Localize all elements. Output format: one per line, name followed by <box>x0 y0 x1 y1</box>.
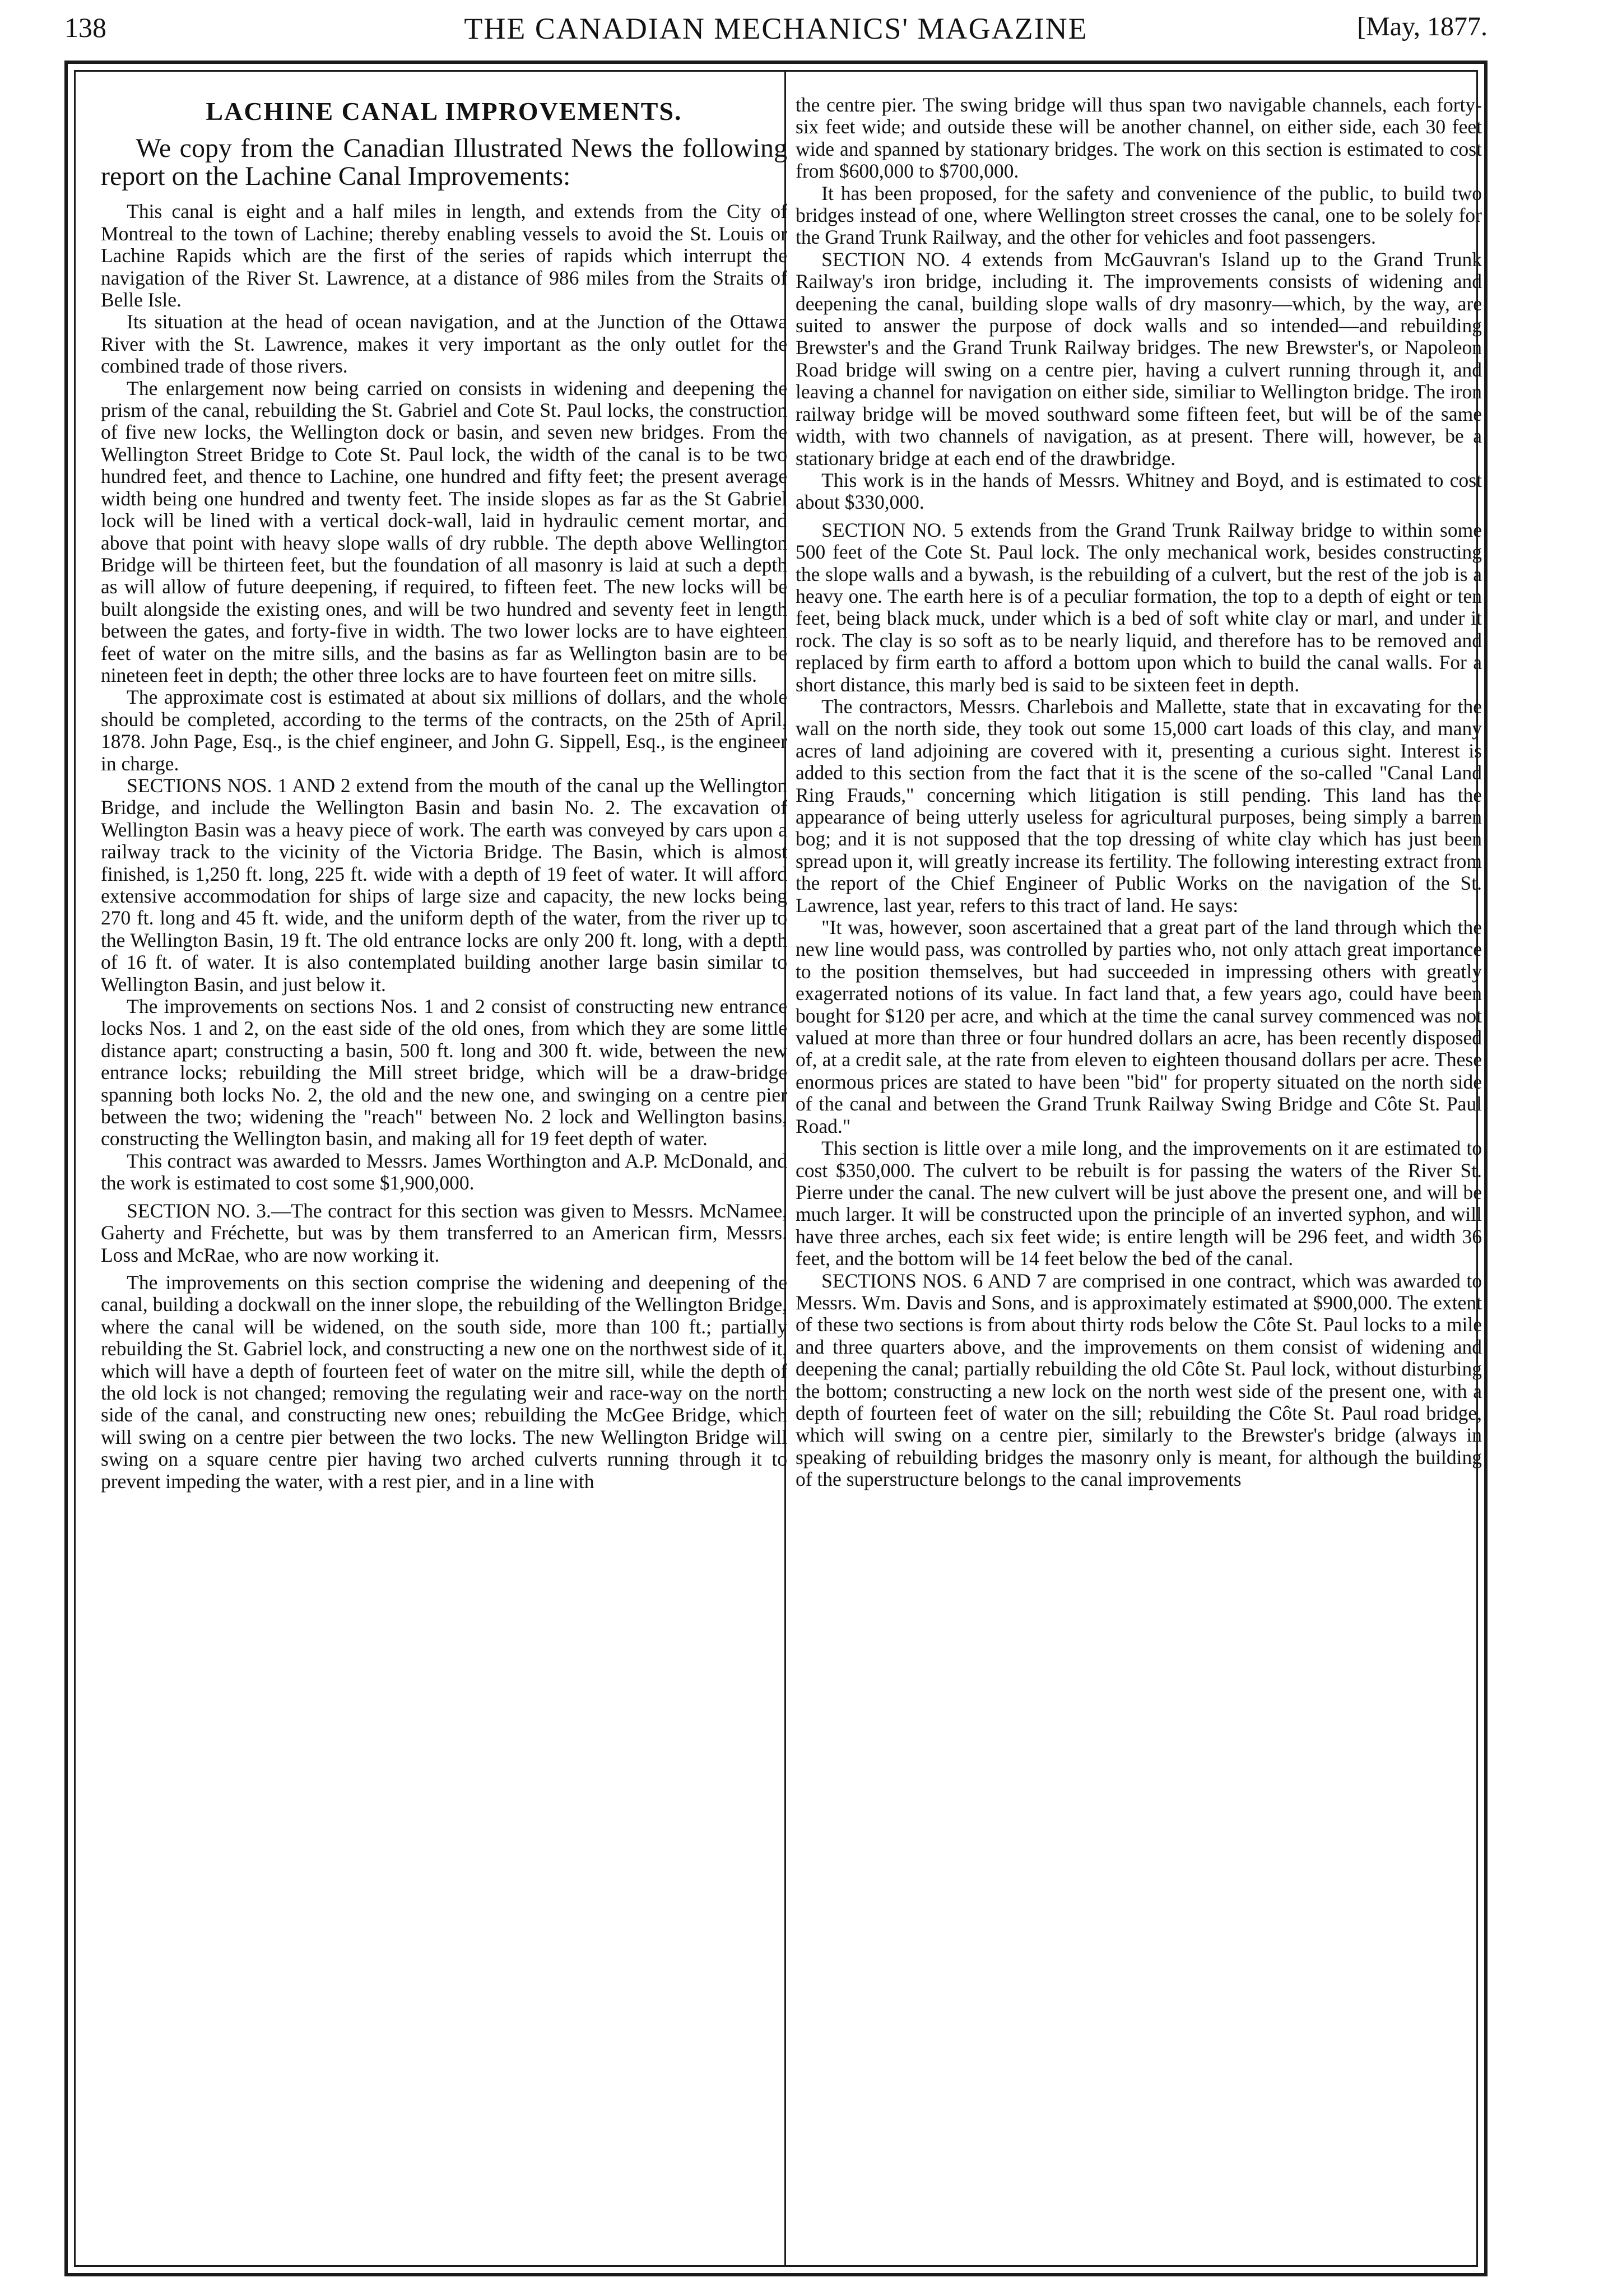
paragraph: The contractors, Messrs. Charlebois and Mallette, state that in excavating for the wall on the north side, they took out some 15,000 cart loads of this clay, and many acres of land adjoining are covered with it, presenting a curious sight. Interest is added to this section from the fact that it is the scene of the so-called "Canal Land Ring Frauds," concerning which litigation is still pending. This land has the appearance of being utterly useless for agricultural purposes, being simply a barren bog; and it is not supposed that the top dressing of white clay which has just been spread upon it, will greatly increase its fertility. The following interesting extract from the report of the Chief Engineer of Public Works on the navigation of the St. Lawrence, last year, refers to this tract of land. He says: <box>796 695 1482 917</box>
paragraph: This work is in the hands of Messrs. Whitney and Boyd, and is estimated to cost about $330,000. <box>796 468 1482 514</box>
paragraph: SECTION NO. 3.—The contract for this section was given to Messrs. McNamee, Gaherty and Fréchette, but was by them transferred to an American firm, Messrs. Loss and McRae, who are now working it. <box>101 1199 787 1266</box>
article-lead: We copy from the Canadian Illustrated News the following report on the Lachine Canal Improvements: <box>101 133 787 192</box>
article-title: LACHINE CANAL IMPROVEMENTS. <box>206 97 682 126</box>
paragraph: This contract was awarded to Messrs. James Worthington and A.P. McDonald, and the work is estimated to cost some $1,900,000. <box>101 1149 787 1195</box>
paragraph: The approximate cost is estimated at about six millions of dollars, and the whole should be completed, according to the terms of the contracts, on the 25th of April, 1878. John Page, Esq., is the chief engineer, and John G. Sippell, Esq., is the engineer in charge. <box>101 686 787 775</box>
paragraph: The improvements on sections Nos. 1 and 2 consist of constructing new entrance locks Nos. 1 and 2, on the east side of the old ones, from which they are some little distance apart; constructing a basin, 500 ft. long and 300 ft. wide, between the new entrance locks; rebuilding the Mill street bridge, which will be a draw-bridge spanning both locks No. 2, the old and the new one, and swinging on a centre pier between the two; widening the "reach" between No. 2 lock and Wellington basins, constructing the Wellington basin, and making all for 19 feet depth of water. <box>101 995 787 1150</box>
paragraph: SECTION NO. 4 extends from McGauvran's Island up to the Grand Trunk Railway's iron bridge, including it. The improvements consists of widening and deepening the canal, building slope walls of dry masonry—which, by the way, are suited to answer the purpose of dock walls and so intended—and rebuilding Brewster's and the Grand Trunk Railway bridges. The new Brewster's, or Napoleon Road bridge will swing on a centre pier, having a culvert running through it, and leaving a channel for navigation on either side, similiar to Wellington bridge. The iron railway bridge will be moved southward some fifteen feet, but will be of the same width, with two channels of navigation, as at present. There will, however, be a stationary bridge at each end of the drawbridge. <box>796 248 1482 470</box>
page-header <box>64 11 1488 50</box>
paragraph: Its situation at the head of ocean navigation, and at the Junction of the Ottawa River with the St. Lawrence, makes it very important as the only outlet for the combined trade of those rivers. <box>101 310 787 378</box>
quotation: "It was, however, soon ascertained that a great part of the land through which the new line would pass, was controlled by parties who, not only attach great importance to the position themselves, but had succeeded in impressing others with greatly exagerrated notions of its value. In fact land that, a few years ago, could have been bought for $120 per acre, and which at the time the canal survey commenced was not valued at more than three or four hundred dollars an acre, has been recently disposed of, at a credit sale, at the rate from eleven to eighteen thousand dollars per acre. These enormous prices are stated to have been "bid" for property situated on the north side of the canal and between the Grand Trunk Railway Swing Bridge and Côte St. Paul Road." <box>796 916 1482 1137</box>
paragraph: The enlargement now being carried on consists in widening and deepening the prism of the canal, rebuilding the St. Gabriel and Cote St. Paul locks, the construction of five new locks, the Wellington dock or basin, and seven new bridges. From the Wellington Street Bridge to Cote St. Paul lock, the width of the canal is to be two hundred feet, and thence to Lachine, one hundred and fifty feet; the present average width being one hundred and twenty feet. The inside slopes as far as the St Gabriel lock will be lined with a vertical dock-wall, laid in hydraulic cement mortar, and above that point with heavy slope walls of dry rubble. The depth above Wellington Bridge will be thirteen feet, but the foundation of all masonry is laid at such a depth as will allow of future deepening, if required, to fifteen feet. The new locks will be built alongside the existing ones, and will be two hundred and seventy feet in length between the gates, and forty-five in width. The two lower locks are to have eighteen feet of water on the mitre sills, and the basins as far as Wellington basin are to be nineteen feet in depth; the other three locks are to have fourteen feet on mitre sills. <box>101 377 787 686</box>
paragraph: SECTION NO. 5 extends from the Grand Trunk Railway bridge to within some 500 feet of the Cote St. Paul lock. The only mechanical work, besides constructing the slope walls and a bywash, is the rebuilding of a culvert, but the rest of the job is a heavy one. The earth here is of a peculiar formation, the top to a depth of eight or ten feet, being black muck, under which is a bed of soft white clay or marl, and under it rock. The clay is so soft as to be nearly liquid, and therefore has to be removed and replaced by firm earth to afford a bottom upon which to build the canal walls. For a short distance, this marly bed is said to be sixteen feet in depth. <box>796 518 1482 696</box>
paragraph: It has been proposed, for the safety and convenience of the public, to build two bridges instead of one, where Wellington street crosses the canal, one to be solely for the Grand Trunk Railway, and the other for vehicles and foot passengers. <box>796 182 1482 249</box>
paragraph: the centre pier. The swing bridge will thus span two navigable channels, each forty-six feet wide; and outside these will be another channel, on either side, each 30 feet wide and spanned by stationary bridges. The work on this section is estimated to cost from $600,000 to $700,000. <box>796 94 1482 183</box>
page-number: 138 <box>64 12 106 43</box>
magazine-title: THE CANADIAN MECHANICS' MAGAZINE <box>464 12 1088 45</box>
left-column <box>101 92 787 1493</box>
paragraph: SECTIONS NOS. 6 AND 7 are comprised in one contract, which was awarded to Messrs. Wm. Davis and Sons, and is approximately estimated at $900,000. The extent of these two sections is from about thirty rods below the Côte St. Paul locks to a mile and three quarters above, and the improvements on them consist of widening and deepening the canal; partially rebuilding the old Côte St. Paul lock, without disturbing the bottom; constructing a new lock on the north west side of the present one, with a depth of fourteen feet of water on the sill; rebuilding the Côte St. Paul road bridge, which will swing on a centre pier, similarly to the Brewster's bridge (always in speaking of rebuilding bridges the masonry only is meant, for although the building of the superstructure belongs to the canal improvements <box>796 1269 1482 1491</box>
paragraph: SECTIONS NOS. 1 AND 2 extend from the mouth of the canal up the Wellington Bridge, and include the Wellington Basin and basin No. 2. The excavation of Wellington Basin was a heavy piece of work. The earth was conveyed by cars upon a railway track to the vicinity of the Victoria Bridge. The Basin, which is almost finished, is 1,250 ft. long, 225 ft. wide with a depth of 19 feet of water. It will afford extensive accommodation for ships of large size and capacity, the new locks being 270 ft. long and 45 ft. wide, and the uniform depth of the water, from the river up to the Wellington Basin, 19 ft. The old entrance locks are only 200 ft. long, with a depth of 16 ft. of water. It is also contemplated building another large basin similar to Wellington Basin, and just below it. <box>101 774 787 996</box>
issue-date: [May, 1877. <box>1357 12 1488 41</box>
right-column <box>796 94 1482 1491</box>
paragraph: This canal is eight and a half miles in length, and extends from the City of Montreal to the town of Lachine; thereby enabling vessels to avoid the St. Louis or Lachine Rapids which are the first of the series of rapids which interrupt the navigation of the River St. Lawrence, at a distance of 986 miles from the Straits of Belle Isle. <box>101 200 787 312</box>
paragraph: The improvements on this section comprise the widening and deepening of the canal, building a dockwall on the inner slope, the rebuilding of the Wellington Bridge, where the canal will be widened, on the south side, more than 100 ft.; partially rebuilding the St. Gabriel lock, and constructing a new one on the northwest side of it, which will have a depth of fourteen feet of water on the mitre sill, while the depth of the old lock is not changed; removing the regulating weir and race-way on the north side of the canal, and constructing new ones; rebuilding the McGee Bridge, which will swing on a centre pier between the two locks. The new Wellington Bridge will swing on a square centre pier having two arched culverts running through it to prevent impeding the water, with a rest pier, and in a line with <box>101 1271 787 1493</box>
paragraph: This section is little over a mile long, and the improvements on it are estimated to cost $350,000. The culvert to be rebuilt is for passing the waters of the River St. Pierre under the canal. The new culvert will be just above the present one, and will be much larger. It will be constructed upon the principle of an inverted syphon, and will have three arches, each six feet wide; is entire length will be 296 feet, and width 36 feet, and the bottom will be 14 feet below the bed of the canal. <box>796 1137 1482 1270</box>
